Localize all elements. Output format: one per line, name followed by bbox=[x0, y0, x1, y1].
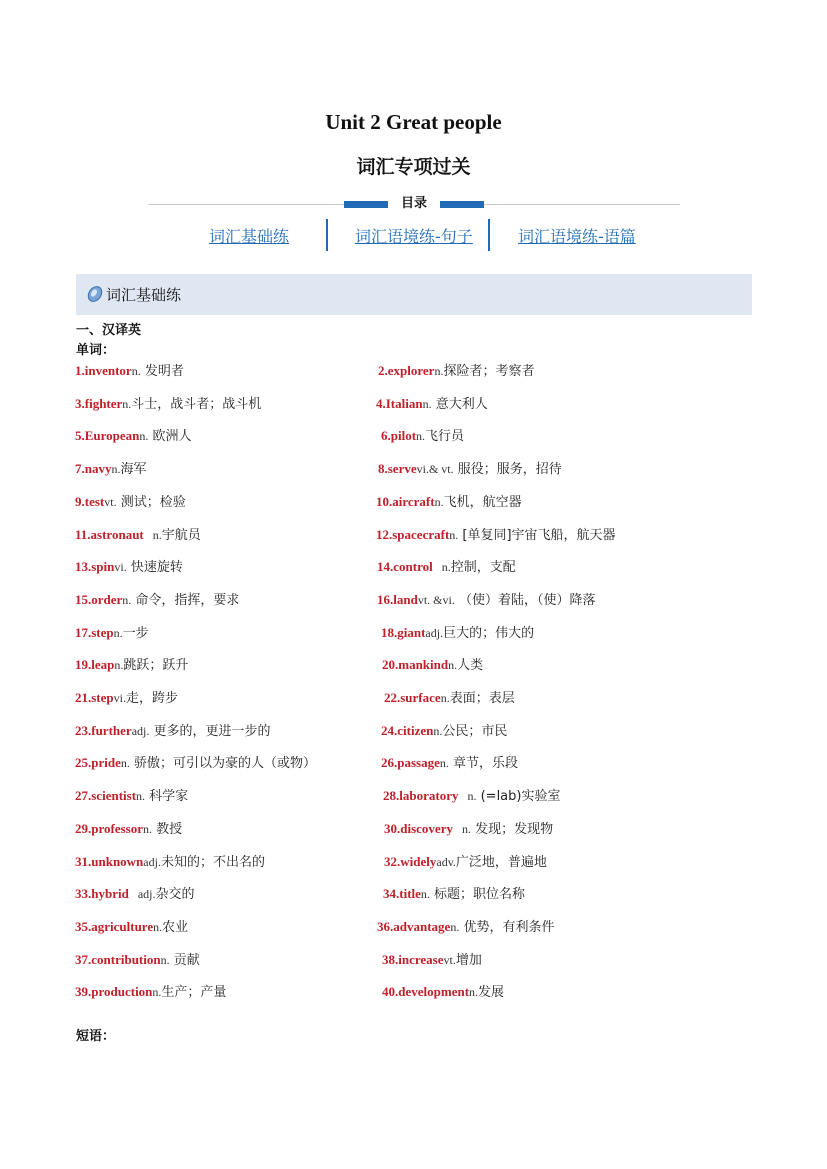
entry-meaning: 海军 bbox=[120, 462, 147, 478]
entry-part-of-speech: n. bbox=[458, 789, 477, 804]
entry-part-of-speech: n. bbox=[152, 985, 162, 1000]
entry-word: Italian bbox=[385, 395, 423, 411]
entry-meaning: 优势，有利条件 bbox=[459, 919, 555, 935]
entry-part-of-speech: n. bbox=[113, 625, 123, 640]
page-title: Unit 2 Great people bbox=[325, 110, 502, 134]
entry-part-of-speech: adj. bbox=[131, 723, 150, 738]
vocab-entry bbox=[384, 853, 547, 872]
entry-meaning: 走，跨步 bbox=[125, 691, 178, 706]
toc-link-context-passage[interactable]: 词汇语境练-语篇 bbox=[518, 227, 636, 246]
vocab-entry bbox=[378, 362, 534, 381]
entry-meaning: 骄傲；可引以为豪的人（或物） bbox=[129, 756, 317, 772]
entry-meaning: 欧洲人 bbox=[148, 429, 192, 445]
entry-meaning: 控制，支配 bbox=[450, 560, 516, 576]
entry-number: 16. bbox=[377, 591, 394, 607]
entry-word: control bbox=[393, 559, 433, 575]
vocab-entry bbox=[381, 754, 518, 773]
entry-word: production bbox=[91, 984, 153, 1000]
entry-number: 21. bbox=[75, 690, 92, 705]
vocab-entry bbox=[75, 885, 195, 904]
entry-meaning: 命令，指挥，要求 bbox=[131, 592, 240, 608]
entry-number: 19. bbox=[75, 657, 92, 673]
entry-part-of-speech: vt. bbox=[443, 952, 456, 967]
entry-part-of-speech: n. bbox=[448, 658, 458, 673]
entry-number: 2. bbox=[378, 363, 388, 378]
entry-word: test bbox=[84, 493, 105, 509]
phrases-heading: 短语： bbox=[76, 1029, 116, 1044]
entry-number: 33. bbox=[75, 886, 92, 902]
entry-word: mankind bbox=[398, 657, 449, 673]
entry-part-of-speech: n. bbox=[432, 560, 451, 575]
entry-number: 11. bbox=[75, 526, 91, 542]
page-subtitle: 词汇专项过关 bbox=[356, 156, 471, 178]
entry-part-of-speech: n. bbox=[136, 789, 146, 804]
entry-part-of-speech: n. bbox=[153, 919, 163, 934]
entry-part-of-speech: n. bbox=[122, 592, 132, 607]
section-title: 词汇基础练 bbox=[106, 286, 182, 304]
entry-meaning: 发明者 bbox=[140, 364, 184, 379]
entry-number: 4. bbox=[376, 395, 386, 411]
entry-number: 37. bbox=[75, 951, 92, 967]
entry-word: hybrid bbox=[91, 886, 129, 902]
entry-number: 27. bbox=[75, 788, 92, 804]
entry-meaning: 一步 bbox=[122, 625, 149, 641]
entry-meaning: （使）着陆，（使）降落 bbox=[454, 592, 596, 608]
vocab-entry bbox=[75, 722, 271, 741]
entry-part-of-speech: n. bbox=[122, 396, 132, 411]
entry-part-of-speech: n. bbox=[434, 364, 444, 378]
entry-part-of-speech: adv. bbox=[436, 854, 456, 869]
vocab-entry bbox=[382, 983, 504, 1002]
entry-word: aircraft bbox=[392, 493, 435, 509]
entry-meaning: 服役；服务，招待 bbox=[453, 462, 562, 478]
entry-meaning: 巨大的；伟大的 bbox=[443, 625, 535, 641]
entry-meaning: 测试；检验 bbox=[116, 494, 186, 510]
entry-meaning: 广泛地，普遍地 bbox=[455, 854, 547, 870]
entry-word: giant bbox=[397, 624, 426, 640]
entry-word: passage bbox=[397, 755, 440, 771]
entry-part-of-speech: n. bbox=[450, 919, 460, 934]
vocab-entry bbox=[384, 820, 553, 839]
vocab-entry bbox=[75, 526, 201, 545]
toc-separator bbox=[326, 219, 328, 251]
entry-number: 15. bbox=[75, 591, 92, 607]
vocab-entry bbox=[382, 951, 482, 970]
entry-meaning: 意大利人 bbox=[431, 396, 488, 412]
entry-part-of-speech: vt. &vi. bbox=[417, 592, 455, 607]
entry-part-of-speech: n. bbox=[120, 756, 130, 771]
entry-word: pilot bbox=[390, 428, 417, 444]
entry-word: discovery bbox=[400, 820, 453, 836]
vocab-entry bbox=[384, 689, 515, 708]
entry-word: spacecraft bbox=[392, 526, 450, 542]
entry-meaning: (=lab)实验室 bbox=[476, 789, 561, 805]
entry-number: 18. bbox=[381, 624, 398, 640]
entry-part-of-speech: n. bbox=[439, 756, 449, 771]
entry-part-of-speech: vt. bbox=[104, 494, 117, 509]
entry-word: pride bbox=[91, 755, 121, 771]
entry-meaning: [单复同]宇宙飞船，航天器 bbox=[458, 527, 616, 543]
entry-number: 26. bbox=[381, 755, 398, 771]
vocab-entry bbox=[75, 493, 186, 512]
entry-part-of-speech: n. bbox=[452, 821, 471, 836]
entry-number: 13. bbox=[75, 559, 92, 575]
entry-number: 22. bbox=[384, 690, 401, 705]
entry-word: land bbox=[393, 591, 418, 607]
entry-part-of-speech: adj. bbox=[128, 887, 156, 902]
vocab-entry bbox=[75, 951, 200, 970]
toc-link-basic-practice[interactable]: 词汇基础练 bbox=[209, 227, 290, 246]
entry-meaning: 农业 bbox=[162, 919, 189, 935]
entry-number: 10. bbox=[376, 493, 393, 509]
vocab-entry bbox=[75, 460, 147, 479]
toc-separator bbox=[488, 219, 490, 251]
entry-meaning: 杂交的 bbox=[155, 887, 195, 903]
entry-part-of-speech: n. bbox=[422, 396, 432, 411]
vocab-entry bbox=[381, 722, 507, 741]
entry-number: 28. bbox=[383, 788, 400, 804]
entry-part-of-speech: n. bbox=[434, 494, 444, 509]
entry-part-of-speech: n. bbox=[440, 691, 450, 705]
entry-part-of-speech: n. bbox=[114, 658, 124, 673]
entry-part-of-speech: n. bbox=[143, 527, 162, 542]
entry-number: 1. bbox=[75, 363, 85, 378]
entry-word: navy bbox=[84, 461, 112, 477]
entry-number: 8. bbox=[378, 461, 388, 477]
entry-number: 30. bbox=[384, 820, 401, 836]
entry-word: laboratory bbox=[399, 788, 459, 804]
entry-meaning: 更多的，更进一步的 bbox=[149, 723, 271, 739]
entry-number: 25. bbox=[75, 755, 92, 771]
entry-meaning: 生产；产量 bbox=[161, 985, 227, 1001]
toc-link-context-sentences[interactable]: 词汇语境练-句子 bbox=[355, 227, 473, 246]
entry-number: 34. bbox=[383, 886, 400, 902]
entry-number: 29. bbox=[75, 820, 92, 836]
entry-part-of-speech: adj. bbox=[425, 625, 444, 640]
entry-meaning: 科学家 bbox=[145, 789, 189, 805]
entry-meaning: 探险者；考察者 bbox=[443, 364, 535, 379]
entry-number: 7. bbox=[75, 461, 85, 477]
entry-part-of-speech: n. bbox=[139, 429, 149, 444]
entry-part-of-speech: n. bbox=[449, 527, 459, 542]
words-heading: 单词： bbox=[76, 343, 116, 358]
entry-part-of-speech: n. bbox=[416, 429, 426, 444]
entry-number: 39. bbox=[75, 984, 92, 1000]
entry-meaning: 跳跃；跃升 bbox=[123, 658, 189, 674]
vocab-entry bbox=[376, 526, 616, 545]
entry-part-of-speech: n. bbox=[160, 952, 170, 967]
vocab-entry bbox=[75, 820, 182, 839]
entry-word: scientist bbox=[91, 788, 137, 804]
vocab-entry bbox=[383, 885, 525, 904]
entry-part-of-speech: n. bbox=[420, 887, 430, 902]
part-heading: 一、汉译英 bbox=[76, 323, 142, 338]
entry-word: European bbox=[84, 428, 140, 444]
entry-meaning: 发展 bbox=[478, 985, 505, 1001]
entry-meaning: 宇航员 bbox=[161, 527, 201, 543]
entry-word: step bbox=[91, 690, 114, 705]
entry-word: unknown bbox=[91, 853, 144, 869]
entry-meaning: 斗士，战斗者；战斗机 bbox=[131, 396, 262, 412]
entry-word: agriculture bbox=[91, 918, 154, 934]
entry-word: astronaut bbox=[90, 526, 144, 542]
entry-word: contribution bbox=[91, 951, 161, 967]
entry-word: leap bbox=[91, 657, 115, 673]
entry-number: 35. bbox=[75, 918, 92, 934]
pen-icon bbox=[86, 285, 104, 303]
entry-number: 6. bbox=[381, 428, 391, 444]
vocab-entry bbox=[383, 787, 560, 806]
vocab-entry bbox=[75, 362, 184, 381]
entry-word: order bbox=[91, 591, 123, 607]
entry-number: 38. bbox=[382, 951, 399, 967]
vocab-entry bbox=[75, 983, 226, 1002]
vocab-entry bbox=[378, 460, 562, 479]
entry-number: 40. bbox=[382, 984, 399, 1000]
entry-meaning: 表面；表层 bbox=[449, 691, 515, 706]
section-banner bbox=[76, 274, 752, 315]
entry-number: 32. bbox=[384, 853, 401, 869]
entry-word: professor bbox=[91, 820, 144, 836]
entry-word: widely bbox=[400, 853, 437, 869]
entry-word: fighter bbox=[84, 395, 123, 411]
entry-part-of-speech: n. bbox=[111, 462, 121, 477]
entry-word: advantage bbox=[393, 918, 451, 934]
entry-number: 14. bbox=[377, 559, 394, 575]
entry-word: increase bbox=[398, 951, 444, 967]
entry-meaning: 未知的；不出名的 bbox=[160, 854, 265, 870]
entry-part-of-speech: n. bbox=[143, 821, 153, 836]
entry-part-of-speech: n. bbox=[433, 723, 443, 738]
vocab-entry bbox=[376, 395, 488, 414]
entry-number: 17. bbox=[75, 624, 92, 640]
entry-number: 9. bbox=[75, 493, 85, 509]
entry-word: further bbox=[91, 722, 132, 738]
vocab-entry bbox=[75, 656, 188, 675]
vocab-entry bbox=[377, 591, 595, 610]
entry-meaning: 教授 bbox=[152, 821, 183, 837]
vocab-entry bbox=[377, 558, 516, 577]
entry-meaning: 发现；发现物 bbox=[470, 821, 554, 837]
entry-word: development bbox=[398, 984, 470, 1000]
entry-meaning: 增加 bbox=[455, 952, 482, 968]
entry-number: 3. bbox=[75, 395, 85, 411]
vocab-entry bbox=[75, 427, 192, 446]
vocab-entry bbox=[75, 754, 316, 773]
entry-word: surface bbox=[400, 690, 441, 705]
entry-number: 31. bbox=[75, 853, 92, 869]
vocab-entry bbox=[75, 689, 178, 708]
entry-meaning: 公民；市民 bbox=[442, 723, 508, 739]
entry-meaning: 标题；职位名称 bbox=[429, 887, 526, 903]
vocab-entry bbox=[376, 493, 522, 512]
entry-meaning: 人类 bbox=[457, 658, 484, 674]
entry-part-of-speech: n. bbox=[469, 985, 479, 1000]
entry-number: 12. bbox=[376, 526, 393, 542]
entry-word: serve bbox=[387, 461, 417, 477]
entry-number: 23. bbox=[75, 722, 92, 738]
entry-word: step bbox=[91, 624, 114, 640]
entry-meaning: 飞机，航空器 bbox=[443, 494, 522, 510]
entry-part-of-speech: vi. bbox=[113, 691, 126, 705]
vocab-entry bbox=[75, 558, 183, 577]
entry-part-of-speech: vi.& vt. bbox=[416, 462, 454, 477]
entry-word: spin bbox=[91, 559, 115, 575]
vocab-entry bbox=[75, 395, 261, 414]
entry-word: inventor bbox=[84, 363, 132, 378]
entry-number: 5. bbox=[75, 428, 85, 444]
entry-number: 36. bbox=[377, 918, 394, 934]
entry-part-of-speech: adj. bbox=[143, 854, 161, 869]
entry-meaning: 章节，乐段 bbox=[448, 756, 519, 772]
entry-meaning: 快速旋转 bbox=[126, 560, 183, 576]
vocab-entry bbox=[75, 591, 239, 610]
vocab-entry bbox=[75, 624, 149, 643]
toc-label: 目录 bbox=[388, 194, 440, 214]
vocab-entry bbox=[75, 787, 188, 806]
vocab-entry bbox=[381, 427, 464, 446]
entry-word: citizen bbox=[397, 722, 434, 738]
entry-meaning: 飞行员 bbox=[425, 429, 465, 445]
entry-number: 20. bbox=[382, 657, 399, 673]
entry-number: 24. bbox=[381, 722, 398, 738]
vocab-entry bbox=[377, 918, 554, 937]
vocab-entry bbox=[75, 918, 188, 937]
entry-word: title bbox=[399, 886, 421, 902]
entry-part-of-speech: vi. bbox=[114, 560, 127, 575]
entry-meaning: 贡献 bbox=[169, 952, 200, 968]
vocab-entry bbox=[75, 853, 265, 872]
entry-part-of-speech: n. bbox=[131, 364, 141, 378]
entry-word: explorer bbox=[387, 363, 435, 378]
vocab-entry bbox=[381, 624, 534, 643]
vocab-entry bbox=[382, 656, 483, 675]
